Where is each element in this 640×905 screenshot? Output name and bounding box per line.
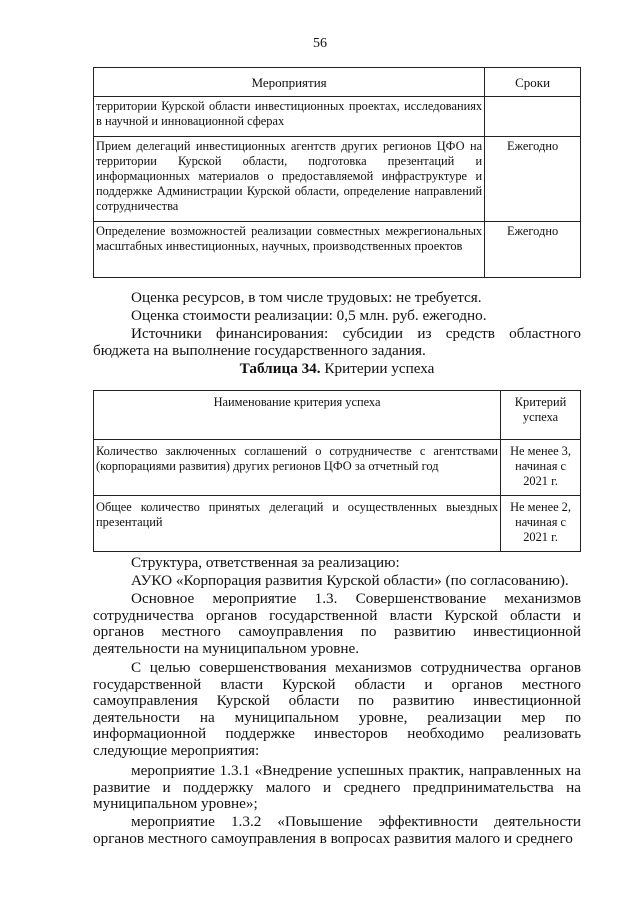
- criterion-value-cell: Не менее 2, начиная с 2021 г.: [501, 496, 581, 552]
- term-cell: Ежегодно: [485, 222, 581, 278]
- header-terms: Сроки: [485, 68, 581, 97]
- funding-paragraph: Источники финансирования: субсидии из средств областного бюджета на выполнение государственного задания.: [93, 325, 581, 359]
- structure-label: Структура, ответственная за реализацию:: [131, 554, 400, 571]
- table-caption-title: Критерии успеха: [320, 360, 435, 377]
- activities-table: [93, 67, 581, 278]
- table-row: [94, 440, 581, 496]
- table-header-row: [94, 68, 581, 97]
- activity-cell: Определение возможностей реализации совместных межрегиональных масштабных инвестиционных, научных, производственных проектов: [94, 222, 485, 278]
- page-number: 56: [313, 36, 327, 51]
- resources-paragraph: Оценка ресурсов, в том числе трудовых: не требуется.: [131, 289, 482, 306]
- term-cell: Ежегодно: [485, 137, 581, 222]
- header-criterion: Критерий успеха: [501, 391, 581, 440]
- activity-cell: Прием делегаций инвестиционных агентств других регионов ЦФО на территории Курской области, подготовка презентаций и информационных материалов о предоставляемой инфраструктуре и поддержке Администрации Курской области, определение направлений сотрудничества: [94, 137, 485, 222]
- table-row: [94, 97, 581, 137]
- success-criteria-table: [93, 390, 581, 552]
- activity-1-3-2: мероприятие 1.3.2 «Повышение эффективности деятельности органов местного самоуправления в вопросах развития малого и среднего: [93, 813, 581, 847]
- table-header-row: [94, 391, 581, 440]
- purpose-paragraph: С целью совершенствования механизмов сотрудничества органов государственной власти Курской области и органов местного самоуправления Курской области по развитию инвестиционной деятельности на муниципальном уровне, реализации мер по информационной поддержке инвесторов необходимо реализовать следующие мероприятия:: [93, 659, 581, 759]
- table-row: [94, 222, 581, 278]
- structure-value: АУКО «Корпорация развития Курской области» (по согласованию).: [131, 572, 569, 589]
- header-criterion-name: Наименование критерия успеха: [94, 391, 501, 440]
- table-row: [94, 137, 581, 222]
- table-caption: [93, 361, 581, 378]
- table-caption-number: Таблица 34.: [239, 360, 321, 377]
- criterion-value-cell: Не менее 3, начиная с 2021 г.: [501, 440, 581, 496]
- activity-1-3-1: мероприятие 1.3.1 «Внедрение успешных практик, направленных на развитие и поддержку малого и среднего предпринимательства на муниципальном уровне»;: [93, 762, 581, 813]
- header-activities: Мероприятия: [94, 68, 485, 97]
- criterion-name-cell: Общее количество принятых делегаций и осуществленных выездных презентаций: [94, 496, 501, 552]
- cost-paragraph: Оценка стоимости реализации: 0,5 млн. руб. ежегодно.: [131, 307, 487, 324]
- main-activity-paragraph: Основное мероприятие 1.3. Совершенствование механизмов сотрудничества органов государственной власти Курской области и органов местного самоуправления по развитию инвестиционной деятельности на муниципальном уровне.: [93, 590, 581, 657]
- term-cell: [485, 97, 581, 137]
- table-row: [94, 496, 581, 552]
- criterion-name-cell: Количество заключенных соглашений о сотрудничестве с агентствами (корпорациями развития) других регионов ЦФО за отчетный год: [94, 440, 501, 496]
- activity-cell: территории Курской области инвестиционных проектах, исследованиях в научной и инновационной сферах: [94, 97, 485, 137]
